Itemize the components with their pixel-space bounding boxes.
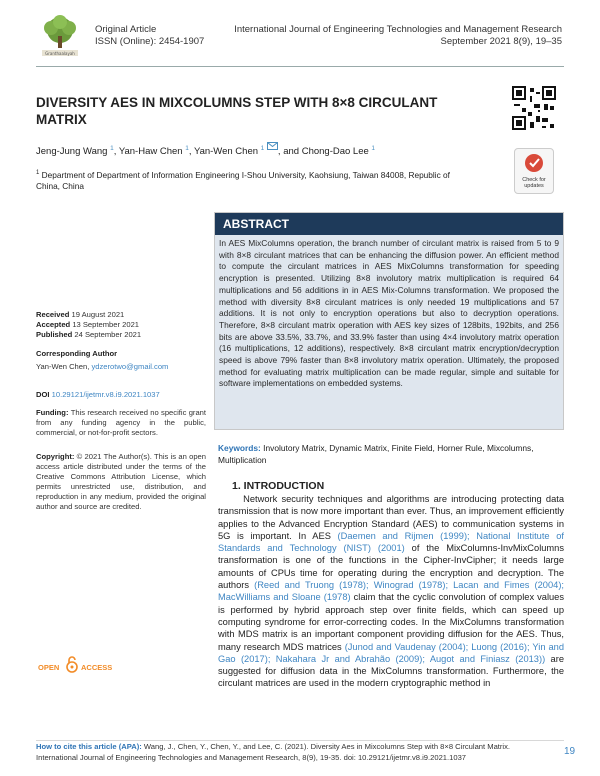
copyright-label: Copyright: bbox=[36, 452, 75, 461]
author-name: Chong-Dao Lee bbox=[301, 146, 369, 158]
accepted-label: Accepted bbox=[36, 320, 71, 329]
author-sup: 1 bbox=[371, 145, 376, 152]
journal-issue: September 2021 8(9), 19–35 bbox=[440, 36, 562, 47]
how-to-cite bbox=[36, 742, 536, 763]
doi-link[interactable]: 10.29121/ijetmr.v8.i9.2021.1037 bbox=[51, 390, 160, 399]
header-divider bbox=[36, 66, 564, 67]
author-list bbox=[36, 142, 476, 158]
affiliation bbox=[36, 168, 466, 192]
published-label: Published bbox=[36, 330, 73, 339]
keywords bbox=[218, 442, 564, 466]
doi-label: DOI bbox=[36, 390, 50, 399]
logo-text: Granthaalayah bbox=[45, 51, 75, 56]
citation-link[interactable]: (Junod and Vaudenay (2004); Luong (2016); Yin and Gao (2017); Nakahara Jr and Abrahão (2009); Augot and Finiasz (2013)) bbox=[218, 641, 564, 664]
received-date: 19 August 2021 bbox=[71, 310, 125, 319]
page-number: 19 bbox=[564, 746, 576, 757]
funding-block bbox=[36, 408, 206, 438]
affiliation-text: Department of Department of Information Engineering I-Shou University, Kaohsiung, Taiwan 84008, Republic of China, China bbox=[36, 169, 450, 191]
corresponding-email-link[interactable]: ydzerotwo@gmail.com bbox=[91, 362, 169, 371]
abstract-heading: ABSTRACT bbox=[215, 213, 563, 235]
citation-link[interactable]: (Reed and Truong (1978); Winograd (1978); Lacan and Fimes (2004); MacWilliams and Sloane (1978) bbox=[218, 580, 564, 603]
abstract-box bbox=[214, 212, 564, 430]
author-sep: , bbox=[113, 146, 119, 158]
author-sep: , bbox=[188, 146, 194, 158]
intro-text: are suggested for diffusion data in the MixColumns transformation. Furthermore, the circulant matrices are used in the modern cryptographic method in bbox=[218, 653, 564, 689]
author-name: Yan-Wen Chen bbox=[193, 146, 259, 158]
funding-label: Funding: bbox=[36, 408, 69, 417]
intro-paragraph bbox=[218, 493, 564, 690]
keywords-text: Involutory Matrix, Dynamic Matrix, Finite Field, Horner Rule, Mixcolumns, Multiplication bbox=[218, 443, 534, 465]
corresponding-author bbox=[36, 349, 206, 372]
journal-name: International Journal of Engineering Technologies and Management Research bbox=[234, 24, 562, 35]
footer-divider bbox=[36, 740, 564, 741]
copyright-text: © 2021 The Author(s). This is an open access article distributed under the terms of the Creative Commons Attribution License, which permits unrestricted use, distribution, and reproduction in any medium, provided the original author and source are credited. bbox=[36, 452, 206, 511]
author-sup: 1 bbox=[260, 145, 265, 152]
issn: ISSN (Online): 2454-1907 bbox=[95, 36, 205, 47]
funding-text: This research received no specific grant from any funding agency in the public, commercial, or not-for-profit sectors. bbox=[36, 408, 206, 437]
author-name: Yan-Haw Chen bbox=[118, 146, 183, 158]
open-label: OPEN bbox=[38, 663, 60, 672]
check-updates-label: Check for updates bbox=[522, 177, 546, 189]
email-icon[interactable] bbox=[267, 142, 278, 150]
author-sup: 1 bbox=[185, 145, 189, 152]
check-for-updates-badge[interactable] bbox=[514, 148, 554, 194]
check-updates-icon bbox=[515, 149, 553, 175]
keywords-label: Keywords: bbox=[218, 443, 261, 453]
abstract-text: In AES MixColumns operation, the branch number of circulant matrix is raised from 5 to 9 with 8×8 circulant matrices that can be enhancing the diffusion power. An efficient method to compute the circulant matrices in AES MixColumns transformation for speeding encryption is presented. Utilizing 8×8 involutory matrix multiplication is required 64 multiplications and 56 additions in in AES Mix-Columns transformation. We proposed the method with diversity 8×8 circulant matrices is only needed 19 multiplications and 57 additions. It is not only to encryption operations but also to decryption operations. Therefore, 8×8 circulant matrix operation with AES key sizes of 128bits, 192bits, and 256 bits are above 33.5%, 33.7%, and 33.9% faster than using 4×4 involutory matrix operation (16 multiplications, 12 additions), respectively. 8×8 circulant matrix encryption/decryption speed is above 79% faster than 8×8 involutory matrix operation. Ultimately, the proposed method for evaluating matrix multiplication can be made regular, simple and suitable for software implementations on embedded systems. bbox=[215, 235, 563, 429]
author-sup: 1 bbox=[110, 145, 114, 152]
qr-code-icon[interactable] bbox=[512, 86, 556, 130]
article-type: Original Article bbox=[95, 24, 157, 35]
cite-label: How to cite this article (APA): bbox=[36, 742, 142, 751]
paper-title: DIVERSITY AES IN MIXCOLUMNS STEP WITH 8×8 CIRCULANT MATRIX bbox=[36, 95, 438, 127]
intro-text: of the MixColumns-InvMixColumns transformation is one of the functions in the Cipher-InvCipher; it needs large amounts of CPUs time for operating during the encryption and decryption. The authors bbox=[218, 543, 564, 591]
corresponding-label: Corresponding Author bbox=[36, 349, 118, 358]
author-name: Jeng-Jung Wang bbox=[36, 146, 108, 158]
intro-text: claim that the cyclic convolution of complex values is performed by hybrid approach step over finite fields, which can speed up computing syndrome for error-correcting codes. In the MixColumns transformation with MDS matrix is an important component providing diffusion for the AES. Thus, many research MDS matrices bbox=[218, 592, 565, 652]
corresponding-name: Yan-Wen Chen, bbox=[36, 362, 90, 371]
received-label: Received bbox=[36, 310, 70, 319]
header-right bbox=[182, 24, 562, 48]
open-lock-icon bbox=[66, 655, 78, 673]
copyright-block bbox=[36, 452, 206, 512]
affiliation-sup: 1 bbox=[36, 170, 40, 176]
intro-text: Network security techniques and algorithms are introducing protecting data transmission that is now more important than ever. Thus, an improvement efficiently applies to the Advanced Encryption Standard (AES) to communication systems in 5G is important. In AES bbox=[218, 494, 565, 541]
access-label: ACCESS bbox=[81, 663, 113, 672]
journal-logo-tree-icon bbox=[36, 12, 84, 60]
intro-heading: 1. INTRODUCTION bbox=[232, 480, 325, 492]
cite-text: Wang, J., Chen, Y., Chen, Y., and Lee, C. (2021). Diversity Aes in Mixcolumns Step with 8×8 Circulant Matrix. International Journal of Engineering Technologies and Management Research, 8(9), 19-35. doi: 10.29121/ijetmr.v8.i9.2021.1037 bbox=[36, 742, 511, 762]
article-dates bbox=[36, 310, 206, 340]
open-access-badge bbox=[38, 655, 128, 677]
author-and: , and bbox=[277, 146, 302, 158]
published-date: 24 September 2021 bbox=[74, 330, 142, 339]
citation-link[interactable]: (Daemen and Rijmen (1999); National Institute of Standards and Technology (NIST) (2001) bbox=[218, 530, 564, 554]
doi-block bbox=[36, 390, 206, 400]
accepted-date: 13 September 2021 bbox=[72, 320, 140, 329]
